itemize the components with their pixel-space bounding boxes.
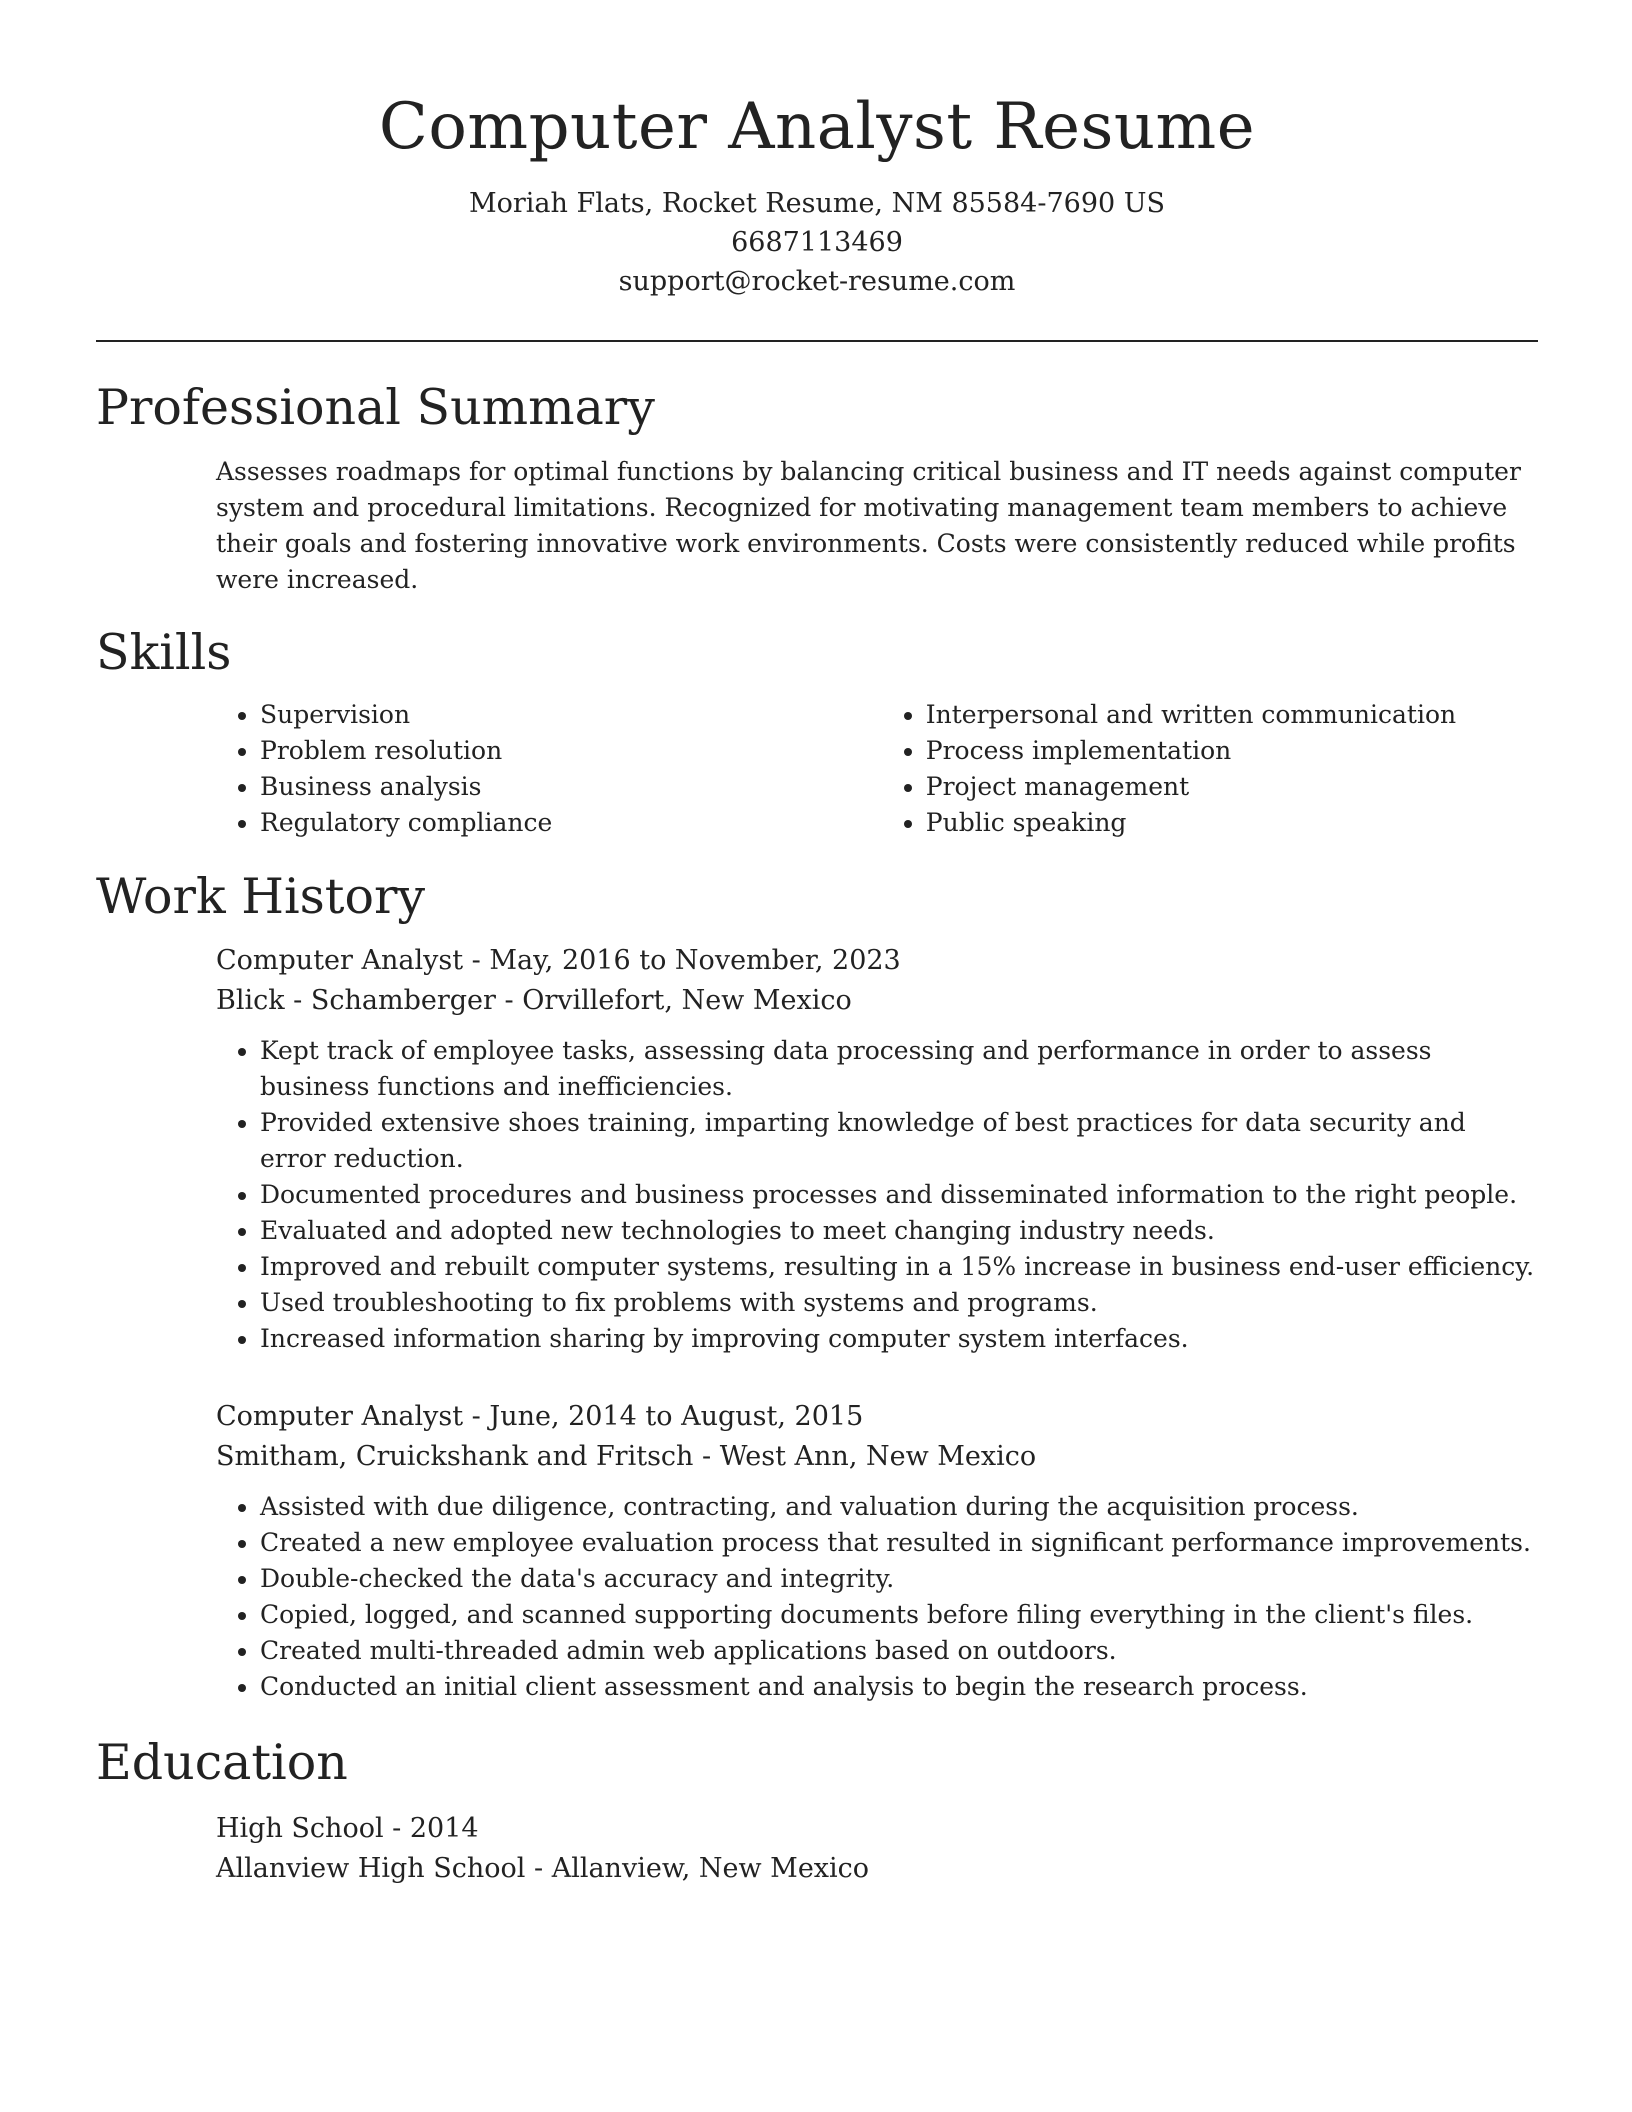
skill-item: • Project management <box>926 769 1538 805</box>
resume-page <box>96 0 1538 1889</box>
skill-item: • Regulatory compliance <box>260 805 882 841</box>
job-bullet: • Used troubleshooting to fix problems with systems and programs. <box>260 1285 1538 1321</box>
job-bullet: • Created a new employee evaluation process that resulted in significant performance improvements. <box>260 1525 1538 1561</box>
skill-item: • Supervision <box>260 697 882 733</box>
contact-address: Moriah Flats, Rocket Resume, NM 85584-7690 US <box>468 188 1166 219</box>
job-bullet: • Increased information sharing by improving computer system interfaces. <box>260 1321 1538 1357</box>
resume-header <box>96 0 1538 301</box>
skills-list <box>216 697 1538 841</box>
job-bullets <box>216 1489 1538 1705</box>
skill-item: • Business analysis <box>260 769 882 805</box>
job-bullet: • Assisted with due diligence, contracting, and valuation during the acquisition process. <box>260 1489 1538 1525</box>
job-entry <box>216 1397 1538 1705</box>
education-entry <box>216 1809 1538 1889</box>
job-bullet: • Improved and rebuilt computer systems, resulting in a 15% increase in business end-user efficiency. <box>260 1249 1538 1285</box>
contact-email: support@rocket-resume.com <box>618 266 1016 297</box>
education-heading: Education <box>96 1734 348 1791</box>
job-entry <box>216 941 1538 1357</box>
header-divider <box>96 340 1538 342</box>
job-company: Smitham, Cruickshank and Fritsch - West Ann, New Mexico <box>216 1441 1037 1472</box>
education-degree: High School - 2014 <box>216 1813 479 1844</box>
job-bullet: • Conducted an initial client assessment and analysis to begin the research process. <box>260 1669 1538 1705</box>
skill-item: • Problem resolution <box>260 733 882 769</box>
education-school: Allanview High School - Allanview, New Mexico <box>216 1853 870 1884</box>
skill-item: • Interpersonal and written communication <box>926 697 1538 733</box>
resume-title: Computer Analyst Resume <box>378 90 1256 164</box>
job-bullet: • Evaluated and adopted new technologies to meet changing industry needs. <box>260 1213 1538 1249</box>
skills-column-right <box>882 697 1538 841</box>
contact-info <box>96 184 1538 301</box>
skills-heading: Skills <box>96 624 232 681</box>
job-bullet: • Documented procedures and business processes and disseminated information to the right people. <box>260 1177 1538 1213</box>
job-bullet: • Copied, logged, and scanned supporting documents before filing everything in the client's files. <box>260 1597 1538 1633</box>
job-company: Blick - Schamberger - Orvillefort, New Mexico <box>216 985 852 1016</box>
job-bullet: • Created multi-threaded admin web applications based on outdoors. <box>260 1633 1538 1669</box>
job-heading: Computer Analyst - May, 2016 to November, 2023 <box>216 945 901 976</box>
job-bullets <box>216 1033 1538 1357</box>
contact-phone: 6687113469 <box>731 227 903 258</box>
job-bullet: • Provided extensive shoes training, imparting knowledge of best practices for data security and error reduction. <box>260 1105 1538 1177</box>
skills-column-left <box>216 697 882 841</box>
skill-item: • Public speaking <box>926 805 1538 841</box>
job-heading: Computer Analyst - June, 2014 to August, 2015 <box>216 1401 864 1432</box>
summary-text: Assesses roadmaps for optimal functions by balancing critical business and IT needs against computer system and procedural limitations. Recognized for motivating management team members to achieve their goals and fostering innovative work environments. Costs were consistently reduced while profits were increased. <box>216 457 1521 594</box>
work-history-heading: Work History <box>96 868 426 925</box>
summary-heading: Professional Summary <box>96 379 655 436</box>
job-bullet: • Kept track of employee tasks, assessing data processing and performance in order to assess business functions and inefficiencies. <box>260 1033 1538 1105</box>
skill-item: • Process implementation <box>926 733 1538 769</box>
job-bullet: • Double-checked the data's accuracy and integrity. <box>260 1561 1538 1597</box>
